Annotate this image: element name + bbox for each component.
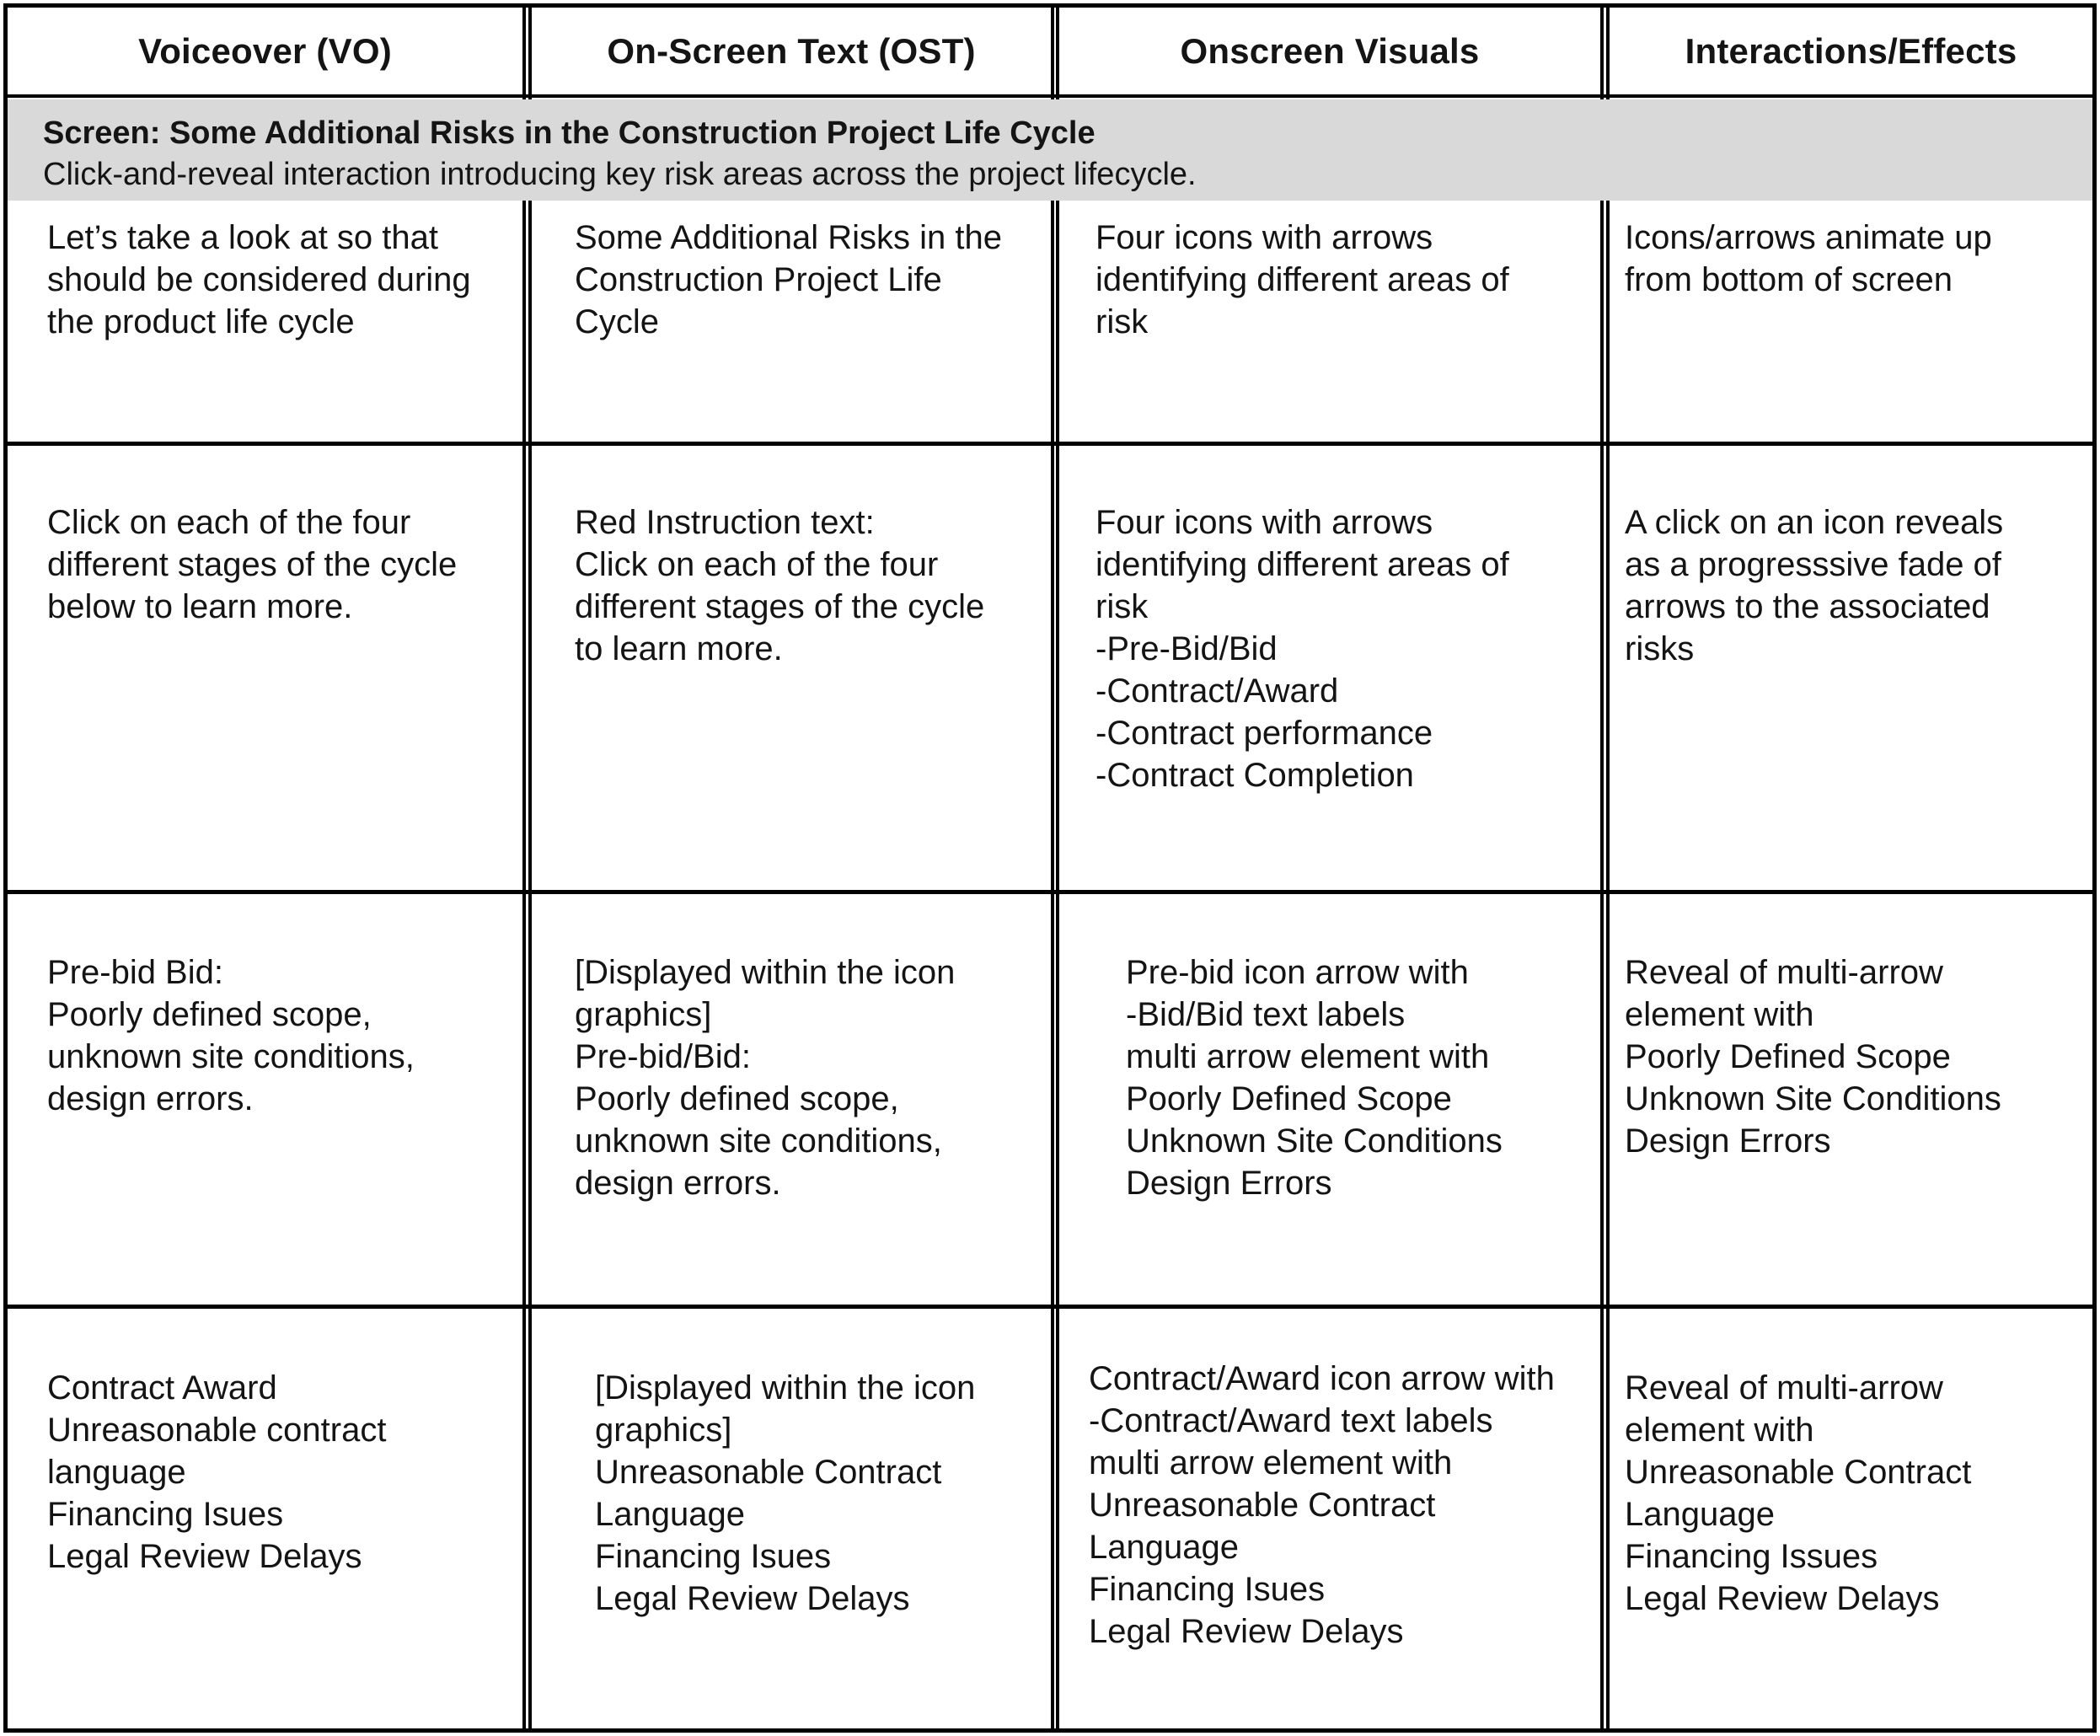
screen-title: Screen: Some Additional Risks in the Construction Project Life Cycle (43, 115, 1096, 151)
row-3-on-screen-text: [Displayed within the icon graphics] Pre-bid/Bid: Poorly defined scope, unknown site conditions, design errors. (575, 954, 956, 1202)
row-1-voiceover: Let’s take a look at so that should be considered during the product life cycle (47, 219, 471, 340)
row-1-interactions-effects: Icons/arrows animate up from bottom of screen (1625, 219, 1992, 298)
column-divider (528, 3, 532, 1733)
row-divider (3, 890, 2097, 894)
header-onscreen-visuals: Onscreen Visuals (1180, 31, 1480, 71)
row-4-onscreen-visuals: Contract/Award icon arrow with -Contract/Award text labels multi arrow element with Unreasonable Contract Language Financing Isues Legal Review Delays (1089, 1360, 1555, 1650)
row-2-onscreen-visuals: Four icons with arrows identifying different areas of risk -Pre-Bid/Bid -Contract/Award -Contract performance -Contract Completion (1096, 504, 1509, 794)
screen-description: Click-and-reveal interaction introducing key risk areas across the project lifecycle. (43, 157, 1197, 193)
row-4-on-screen-text: [Displayed within the icon graphics] Unreasonable Contract Language Financing Isues Legal Review Delays (595, 1369, 976, 1617)
row-1-on-screen-text: Some Additional Risks in the Construction Project Life Cycle (575, 219, 1002, 340)
row-4-voiceover: Contract Award Unreasonable contract language Financing Isues Legal Review Delays (47, 1369, 387, 1575)
header-on-screen-text: On-Screen Text (OST) (607, 31, 976, 71)
row-divider (3, 442, 2097, 446)
row-2-voiceover: Click on each of the four different stages of the cycle below to learn more. (47, 504, 458, 625)
row-4-interactions-effects: Reveal of multi-arrow element with Unreasonable Contract Language Financing Issues Legal Review Delays (1625, 1369, 1972, 1617)
row-divider (3, 1305, 2097, 1309)
row-3-onscreen-visuals: Pre-bid icon arrow with -Bid/Bid text labels multi arrow element with Poorly Defined Scope Unknown Site Conditions Design Errors (1126, 954, 1503, 1202)
row-3-interactions-effects: Reveal of multi-arrow element with Poorly Defined Scope Unknown Site Conditions Design Errors (1625, 954, 2001, 1160)
row-3-voiceover: Pre-bid Bid: Poorly defined scope, unknown site conditions, design errors. (47, 954, 415, 1117)
column-divider (522, 3, 526, 1733)
header-interactions-effects: Interactions/Effects (1685, 31, 2017, 71)
column-divider (1056, 3, 1059, 1733)
screen-banner (8, 99, 2092, 201)
column-divider (1606, 3, 1610, 1733)
column-divider (1600, 3, 1604, 1733)
row-1-onscreen-visuals: Four icons with arrows identifying different areas of risk (1096, 219, 1509, 340)
header-voiceover: Voiceover (VO) (138, 31, 392, 71)
column-divider (1051, 3, 1054, 1733)
row-2-on-screen-text: Red Instruction text: Click on each of the four different stages of the cycle to learn more. (575, 504, 985, 667)
row-2-interactions-effects: A click on an icon reveals as a progresssive fade of arrows to the associated risks (1625, 504, 2004, 667)
